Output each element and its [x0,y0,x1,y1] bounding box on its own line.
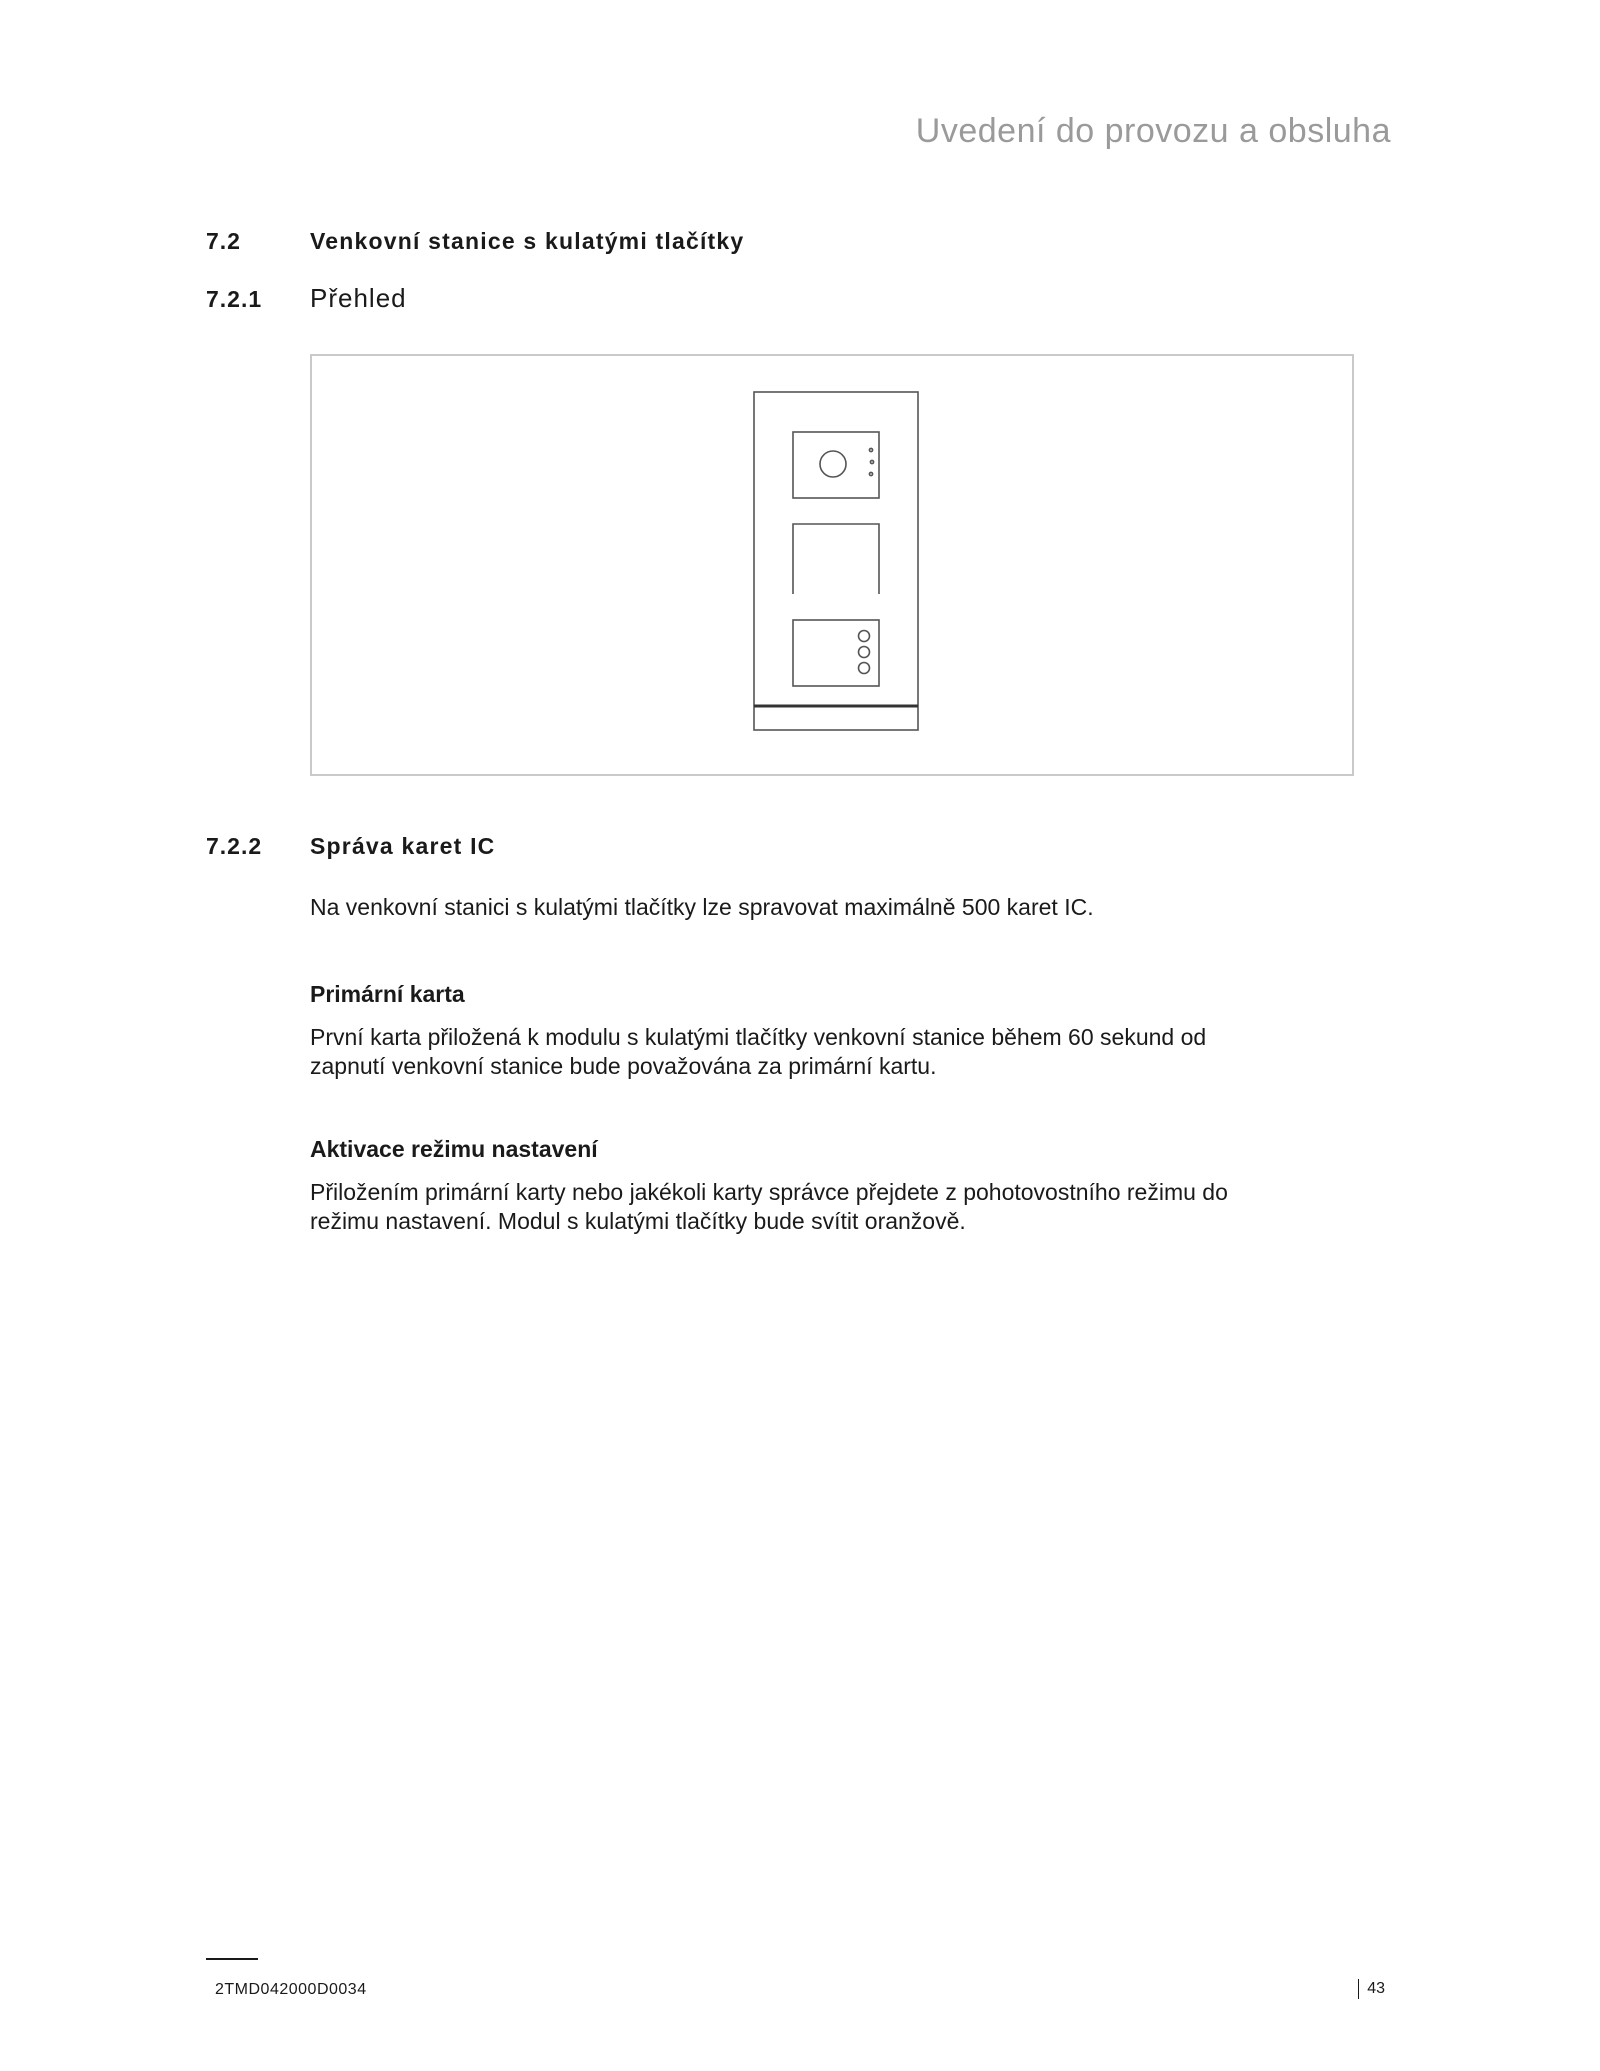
indicator-dot-icon [869,448,872,451]
primary-card-heading: Primární karta [310,981,465,1007]
button-module [793,620,879,686]
section-number: 7.2.1 [206,286,263,312]
outdoor-station-figure [310,354,1354,776]
setup-mode-paragraph [310,1178,1310,1236]
section-heading-7-2-1 [206,283,407,314]
section-number: 7.2 [206,228,241,254]
paragraph-line: První karta přiložená k modulu s kulatými tlačítky venkovní stanice během 60 sekund od [310,1024,1207,1050]
section-title: Přehled [310,283,407,313]
camera-lens-icon [820,451,846,477]
round-button-icon [859,647,870,658]
paragraph-line: Přiložením primární karty nebo jakékoli karty správce přejdete z pohotovostního režimu do [310,1179,1228,1205]
section-heading-7-2-2 [206,833,495,860]
paragraph-line: zapnutí venkovní stanice bude považována za primární kartu. [310,1053,937,1079]
section-title: Správa karet IC [310,833,496,859]
setup-mode-heading: Aktivace režimu nastavení [310,1136,598,1162]
station-frame [754,392,918,730]
footer-rule [206,1958,258,1960]
intro-paragraph: Na venkovní stanici s kulatými tlačítky lze spravovat maximálně 500 karet IC. [310,894,1094,920]
primary-card-paragraph [310,1023,1310,1081]
round-button-icon [859,663,870,674]
camera-module [793,432,879,498]
running-header-title: Uvedení do provozu a obsluha [915,112,1391,150]
footer-document-number: 2TMD042000D0034 [215,1981,367,1998]
paragraph-line: režimu nastavení. Modul s kulatými tlačítky bude svítit oranžově. [310,1208,966,1234]
indicator-dot-icon [869,472,872,475]
section-title: Venkovní stanice s kulatými tlačítky [310,228,745,254]
footer-page-number: 43 [1358,1979,1385,1999]
section-heading-7-2 [206,228,744,255]
section-number: 7.2.2 [206,833,263,859]
blank-module [793,524,879,594]
round-button-icon [859,631,870,642]
outdoor-station-illustration [312,356,1352,774]
indicator-dot-icon [870,460,873,463]
